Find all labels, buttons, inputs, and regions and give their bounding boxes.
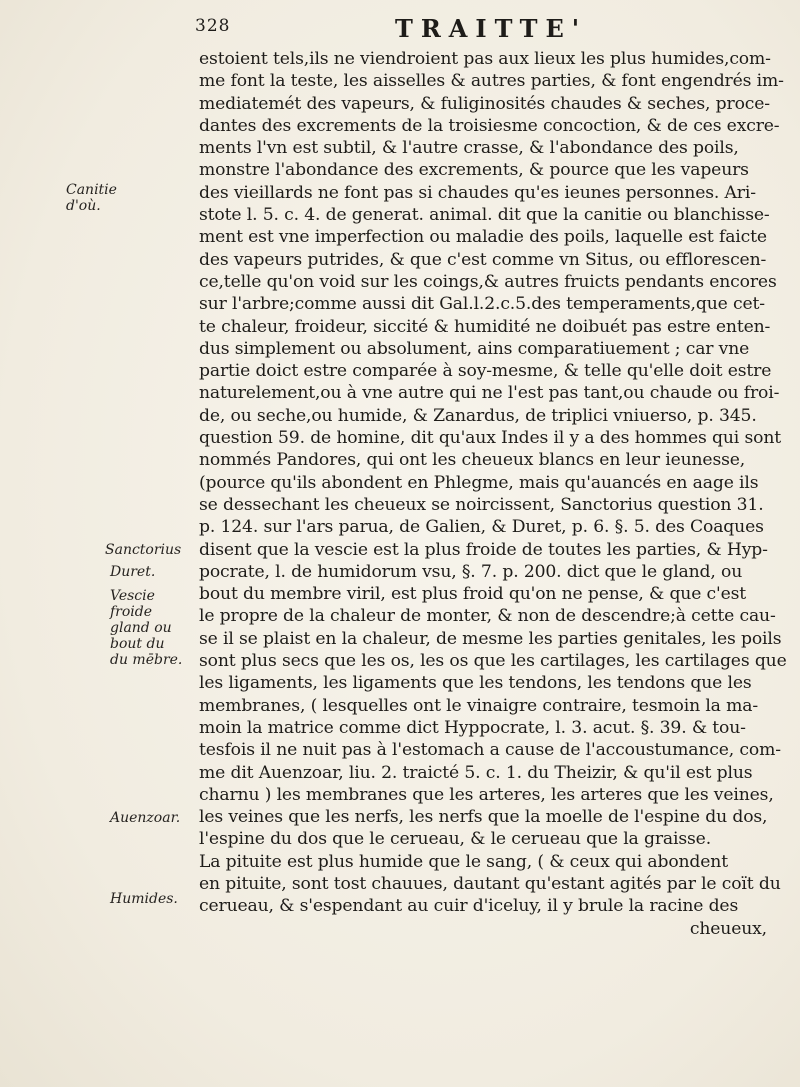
text-line: les veines que les nerfs, les nerfs que la moelle de l'espine du dos, <box>199 807 768 828</box>
margin-note-duret <box>110 564 155 580</box>
margin-note-line: Auenzoar. <box>110 810 181 826</box>
text-line: de, ou seche,ou humide, & Zanardus, de triplici vniuerso, p. 345. <box>199 405 757 426</box>
margin-note-humides <box>110 891 178 907</box>
text-line: charnu ) les membranes que les arteres, les arteres que les veines, <box>199 784 774 805</box>
margin-note-line: Canitie <box>66 182 117 198</box>
text-line: te chaleur, froideur, siccité & humidité ne doibuét pas estre enten- <box>199 316 771 337</box>
margin-note-sanctorius <box>105 542 181 558</box>
margin-note-line: gland ou <box>110 620 172 636</box>
margin-note-line: Humides. <box>110 891 178 907</box>
margin-note-canitie <box>66 182 117 214</box>
margin-note-line: Vescie <box>110 588 155 604</box>
margin-note-auenzoar <box>110 810 180 826</box>
text-line: monstre l'abondance des excrements, & pource que les vapeurs <box>199 160 749 181</box>
text-line: dus simplement ou absolument, ains comparatiuement ; car vne <box>199 338 750 359</box>
margin-note-line: Sanctorius <box>105 542 182 558</box>
text-line: moin la matrice comme dict Hyppocrate, l. 3. acut. §. 39. & tou- <box>199 717 746 738</box>
margin-note-line: froide <box>110 604 153 620</box>
text-line: membranes, ( lesquelles ont le vinaigre contraire, tesmoin la ma- <box>199 695 758 716</box>
text-line: pocrate, l. de humidorum vsu, §. 7. p. 200. dict que le gland, ou <box>199 561 743 582</box>
margin-note-line: d'où. <box>66 198 101 214</box>
text-line: mediatemét des vapeurs, & fuliginosités chaudes & seches, proce- <box>199 93 770 114</box>
margin-note-line: bout du <box>110 636 165 652</box>
text-line: bout du membre viril, est plus froid qu'on ne pense, & que c'est <box>199 584 747 605</box>
text-line: cerueau, & s'espendant au cuir d'iceluy, il y brule la racine des <box>199 896 739 917</box>
text-line: tesfois il ne nuit pas à l'estomach a cause de l'accoustumance, com- <box>199 740 781 761</box>
text-line: La pituite est plus humide que le sang, ( & ceux qui abondent <box>199 851 728 872</box>
margin-note-line: Duret. <box>110 564 156 580</box>
text-line: question 59. de homine, dit qu'aux Indes il y a des hommes qui sont <box>199 428 782 449</box>
text-line: stote l. 5. c. 4. de generat. animal. dit que la canitie ou blanchisse- <box>199 205 770 226</box>
text-line: ce,telle qu'on void sur les coings,& autres fruicts pendants encores <box>199 271 777 292</box>
text-line: partie doict estre comparée à soy-mesme, & telle qu'elle doit estre <box>199 361 772 382</box>
text-line: les ligaments, les ligaments que les tendons, les tendons que les <box>199 673 752 694</box>
body-text <box>199 48 787 940</box>
page-number: 328 <box>195 16 231 36</box>
text-line: ment est vne imperfection ou maladie des poils, laquelle est faicte <box>199 227 767 248</box>
text-line: me font la teste, les aisselles & autres parties, & font engendrés im- <box>199 71 784 92</box>
text-line: en pituite, sont tost chauues, dautant qu'estant agités par le coït du <box>199 873 781 894</box>
text-line: estoient tels,ils ne viendroient pas aux lieux les plus humides,com- <box>199 49 771 69</box>
text-line: ments l'vn est subtil, & l'autre crasse, & l'abondance des poils, <box>199 138 739 159</box>
text-line: naturelement,ou à vne autre qui ne l'est pas tant,ou chaude ou froi- <box>199 383 780 404</box>
text-line: des vapeurs putrides, & que c'est comme vn Situs, ou efflorescen- <box>199 249 767 270</box>
text-line: (pource qu'ils abondent en Phlegme, mais qu'auancés en aage ils <box>199 472 759 493</box>
margin-note-vescie <box>110 588 182 668</box>
text-line: sont plus secs que les os, les os que les cartilages, les cartilages que <box>199 651 787 672</box>
text-line: dantes des excrements de la troisiesme concoction, & de ces excre- <box>199 115 780 136</box>
page-header <box>195 14 775 44</box>
text-line-catchword: cheueux, <box>689 918 767 939</box>
running-title: TRAITTE' <box>395 14 588 43</box>
text-line: le propre de la chaleur de monter, & non de descendre;à cette cau- <box>199 606 776 627</box>
text-line: des vieillards ne font pas si chaudes qu'es ieunes personnes. Ari- <box>199 182 756 203</box>
text-line: l'espine du dos que le cerueau, & le cerueau que la graisse. <box>199 829 712 850</box>
text-line: p. 124. sur l'ars parua, de Galien, & Duret, p. 6. §. 5. des Coaques <box>199 517 764 538</box>
text-line: sur l'arbre;comme aussi dit Gal.l.2.c.5.des temperaments,que cet- <box>199 294 765 315</box>
text-line: se dessechant les cheueux se noircissent, Sanctorius question 31. <box>199 494 764 515</box>
text-line: me dit Auenzoar, liu. 2. traicté 5. c. 1. du Theizir, & qu'il est plus <box>199 762 753 783</box>
text-line: nommés Pandores, qui ont les cheueux blancs en leur ieunesse, <box>199 450 746 471</box>
margin-note-line: du mēbre. <box>110 652 183 668</box>
text-line: disent que la vescie est la plus froide de toutes les parties, & Hyp- <box>199 539 768 560</box>
text-line: se il se plaist en la chaleur, de mesme les parties genitales, les poils <box>199 628 782 649</box>
